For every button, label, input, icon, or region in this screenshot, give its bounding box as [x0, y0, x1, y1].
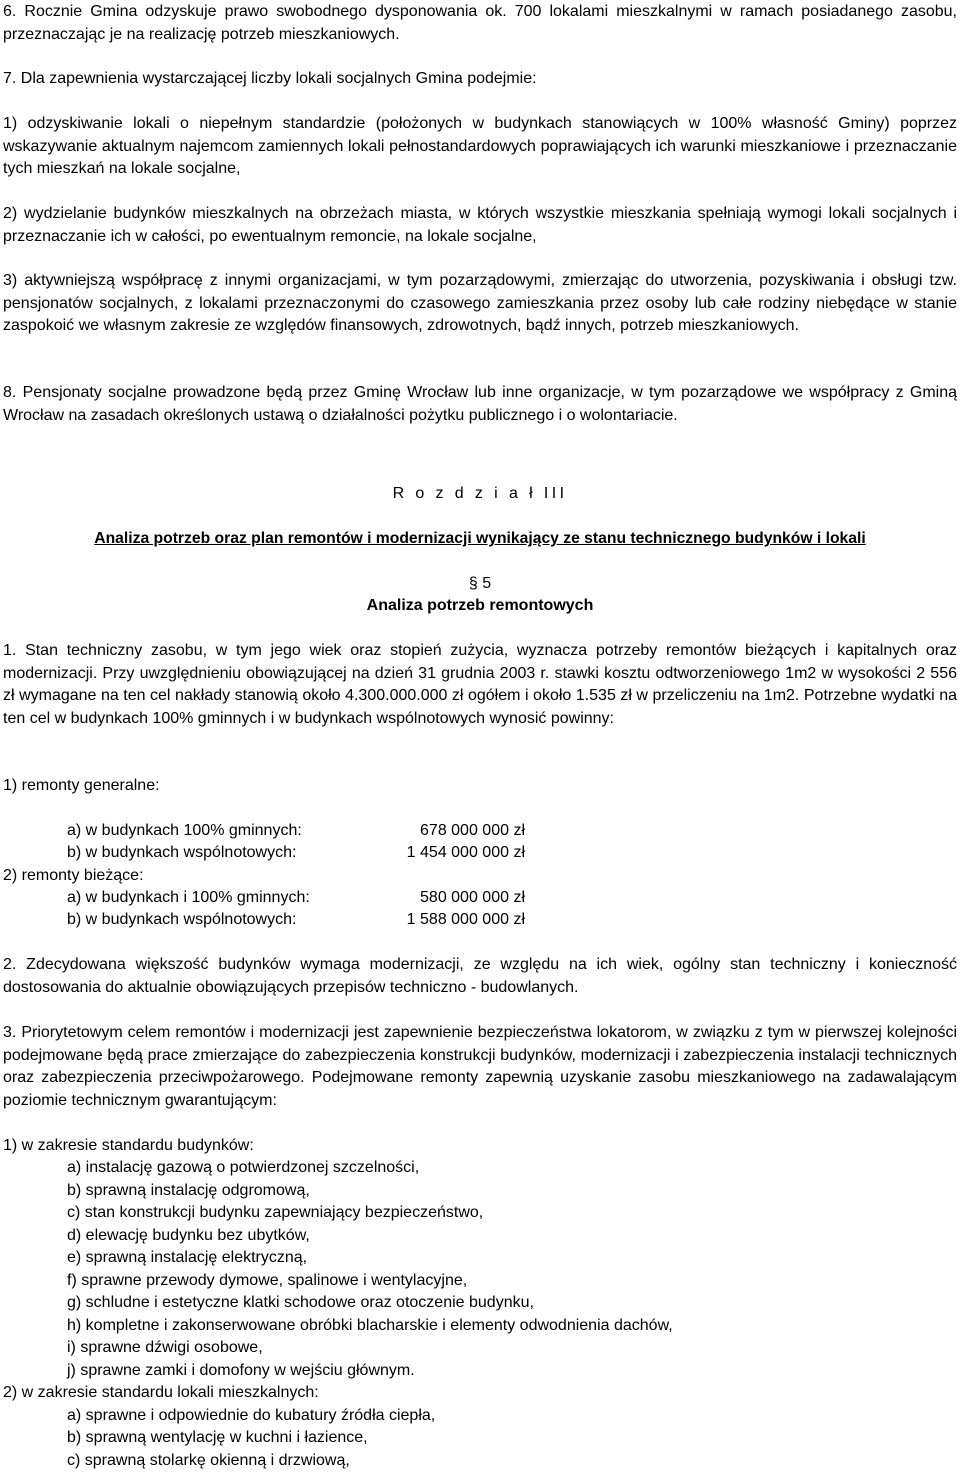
chapter-title: Analiza potrzeb oraz plan remontów i modernizacji wynikający ze stanu technicznego budynków i lokali: [94, 530, 866, 547]
paragraph-8: 8. Pensjonaty socjalne prowadzone będą przez Gminę Wrocław lub inne organizacje, w tym pozarządowe we współpracy z Gminą Wrocław na zasadach określonych ustawą o działalności pożytku publicznego i o wolontariacie.: [3, 384, 957, 424]
paragraph-7-item-3: 3) aktywniejszą współpracę z innymi organizacjami, w tym pozarządowymi, zmierzając do utworzenia, pozyskiwania i obsługi tzw. pensjonatów socjalnych, z lokalami przeznaczonymi do czasowego zamieszkania przez osoby lub całe rodziny niebędące w stanie zaspokoić we własnym zakresie ze względów finansowych, zdrowotnych, bądź innych, potrzeb mieszkaniowych.: [3, 272, 957, 334]
general-repairs-heading: 1) remonty generalne:: [3, 777, 160, 794]
current-repairs-heading: 2) remonty bieżące:: [3, 867, 144, 884]
section-point-2: 2. Zdecydowana większość budynków wymaga modernizacji, ze względu na ich wiek, ogólny stan techniczny i konieczność dostosowania do aktualnie obowiązujących przepisów techniczno - budowlanych.: [3, 956, 957, 996]
buildings-standard-item: b) sprawną instalację odgromową,: [67, 1182, 310, 1199]
section-number: § 5: [468, 575, 492, 592]
units-standard-heading: 2) w zakresie standardu lokali mieszkalnych:: [3, 1384, 319, 1401]
paragraph-7: 7. Dla zapewnienia wystarczającej liczby lokali socjalnych Gmina podejmie:: [3, 70, 537, 87]
paragraph-7-item-2: 2) wydzielanie budynków mieszkalnych na obrzeżach miasta, w których wszystkie mieszkania spełniają wymogi lokali socjalnych i przeznaczanie ich w całości, po ewentualnym remoncie, na lokale socjalne,: [3, 205, 957, 245]
general-repairs-item-a: a) w budynkach 100% gminnych:: [67, 822, 302, 839]
paragraph-6: 6. Rocznie Gmina odzyskuje prawo swobodnego dysponowania ok. 700 lokalami mieszkalnymi w ramach posiadanego zasobu, przeznaczając je na realizację potrzeb mieszkaniowych.: [3, 3, 957, 43]
buildings-standard-item: c) stan konstrukcji budynku zapewniający bezpieczeństwo,: [67, 1204, 484, 1221]
buildings-standard-item: h) kompletne i zakonserwowane obróbki blacharskie i elementy odwodnienia dachów,: [67, 1317, 673, 1334]
buildings-standard-item: f) sprawne przewody dymowe, spalinowe i wentylacyjne,: [67, 1272, 468, 1289]
section-title: Analiza potrzeb remontowych: [366, 597, 594, 614]
buildings-standard-item: a) instalację gazową o potwierdzonej szczelności,: [67, 1159, 420, 1176]
section-point-1: 1. Stan techniczny zasobu, w tym jego wiek oraz stopień zużycia, wyznacza potrzeby remontów bieżących i kapitalnych oraz modernizacji. Przy uwzględnieniu obowiązującej na dzień 31 grudnia 2003 r. stawki kosztu odtworzeniowego 1m2 w wysokości 2 556 zł wymagane na ten cel nakłady stanowią około 4.300.000.000 zł ogółem i około 1.535 zł w przeliczeniu na 1m2. Potrzebne wydatki na ten cel w budynkach 100% gminnych i w budynkach wspólnotowych wynosić powinny:: [3, 642, 957, 727]
units-standard-item: b) sprawną wentylację w kuchni i łazience,: [67, 1429, 368, 1446]
general-repairs-item-a-amount: 678 000 000 zł: [420, 822, 525, 839]
units-standard-item: a) sprawne i odpowiednie do kubatury źródła ciepła,: [67, 1407, 436, 1424]
current-repairs-item-a-amount: 580 000 000 zł: [420, 889, 525, 906]
buildings-standard-item: g) schludne i estetyczne klatki schodowe oraz otoczenie budynku,: [67, 1294, 534, 1311]
current-repairs-item-b: b) w budynkach wspólnotowych:: [67, 911, 297, 928]
buildings-standard-item: i) sprawne dźwigi osobowe,: [67, 1339, 263, 1356]
general-repairs-item-b-amount: 1 454 000 000 zł: [406, 844, 525, 861]
section-point-3: 3. Priorytetowym celem remontów i modernizacji jest zapewnienie bezpieczeństwa lokatorom, w związku z tym w pierwszej kolejności podejmowane będą prace zmierzające do zabezpieczenia konstrukcji budynków, modernizacji i zabezpieczenia instalacji technicznych oraz zabezpieczenia przeciwpożarowego. Podejmowane remonty zapewnią uzyskanie zasobu mieszkaniowego na zadawalającym poziomie technicznym gwarantującym:: [3, 1024, 957, 1109]
buildings-standard-heading: 1) w zakresie standardu budynków:: [3, 1137, 254, 1154]
current-repairs-item-b-amount: 1 588 000 000 zł: [406, 911, 525, 928]
current-repairs-item-a: a) w budynkach i 100% gminnych:: [67, 889, 310, 906]
general-repairs-item-b: b) w budynkach wspólnotowych:: [67, 844, 297, 861]
paragraph-7-item-1: 1) odzyskiwanie lokali o niepełnym standardzie (położonych w budynkach stanowiących w 100% własność Gminy) poprzez wskazywanie aktualnym najemcom zamiennych lokali pełnostandardowych poprawiających ich warunki mieszkaniowe i przeznaczanie tych mieszkań na lokale socjalne,: [3, 115, 957, 177]
units-standard-item: c) sprawną stolarkę okienną i drzwiową,: [67, 1452, 350, 1469]
chapter-label: R o z d z i a ł III: [392, 485, 568, 502]
buildings-standard-item: d) elewację budynku bez ubytków,: [67, 1227, 310, 1244]
buildings-standard-item: e) sprawną instalację elektryczną,: [67, 1249, 308, 1266]
buildings-standard-item: j) sprawne zamki i domofony w wejściu głównym.: [67, 1362, 415, 1379]
